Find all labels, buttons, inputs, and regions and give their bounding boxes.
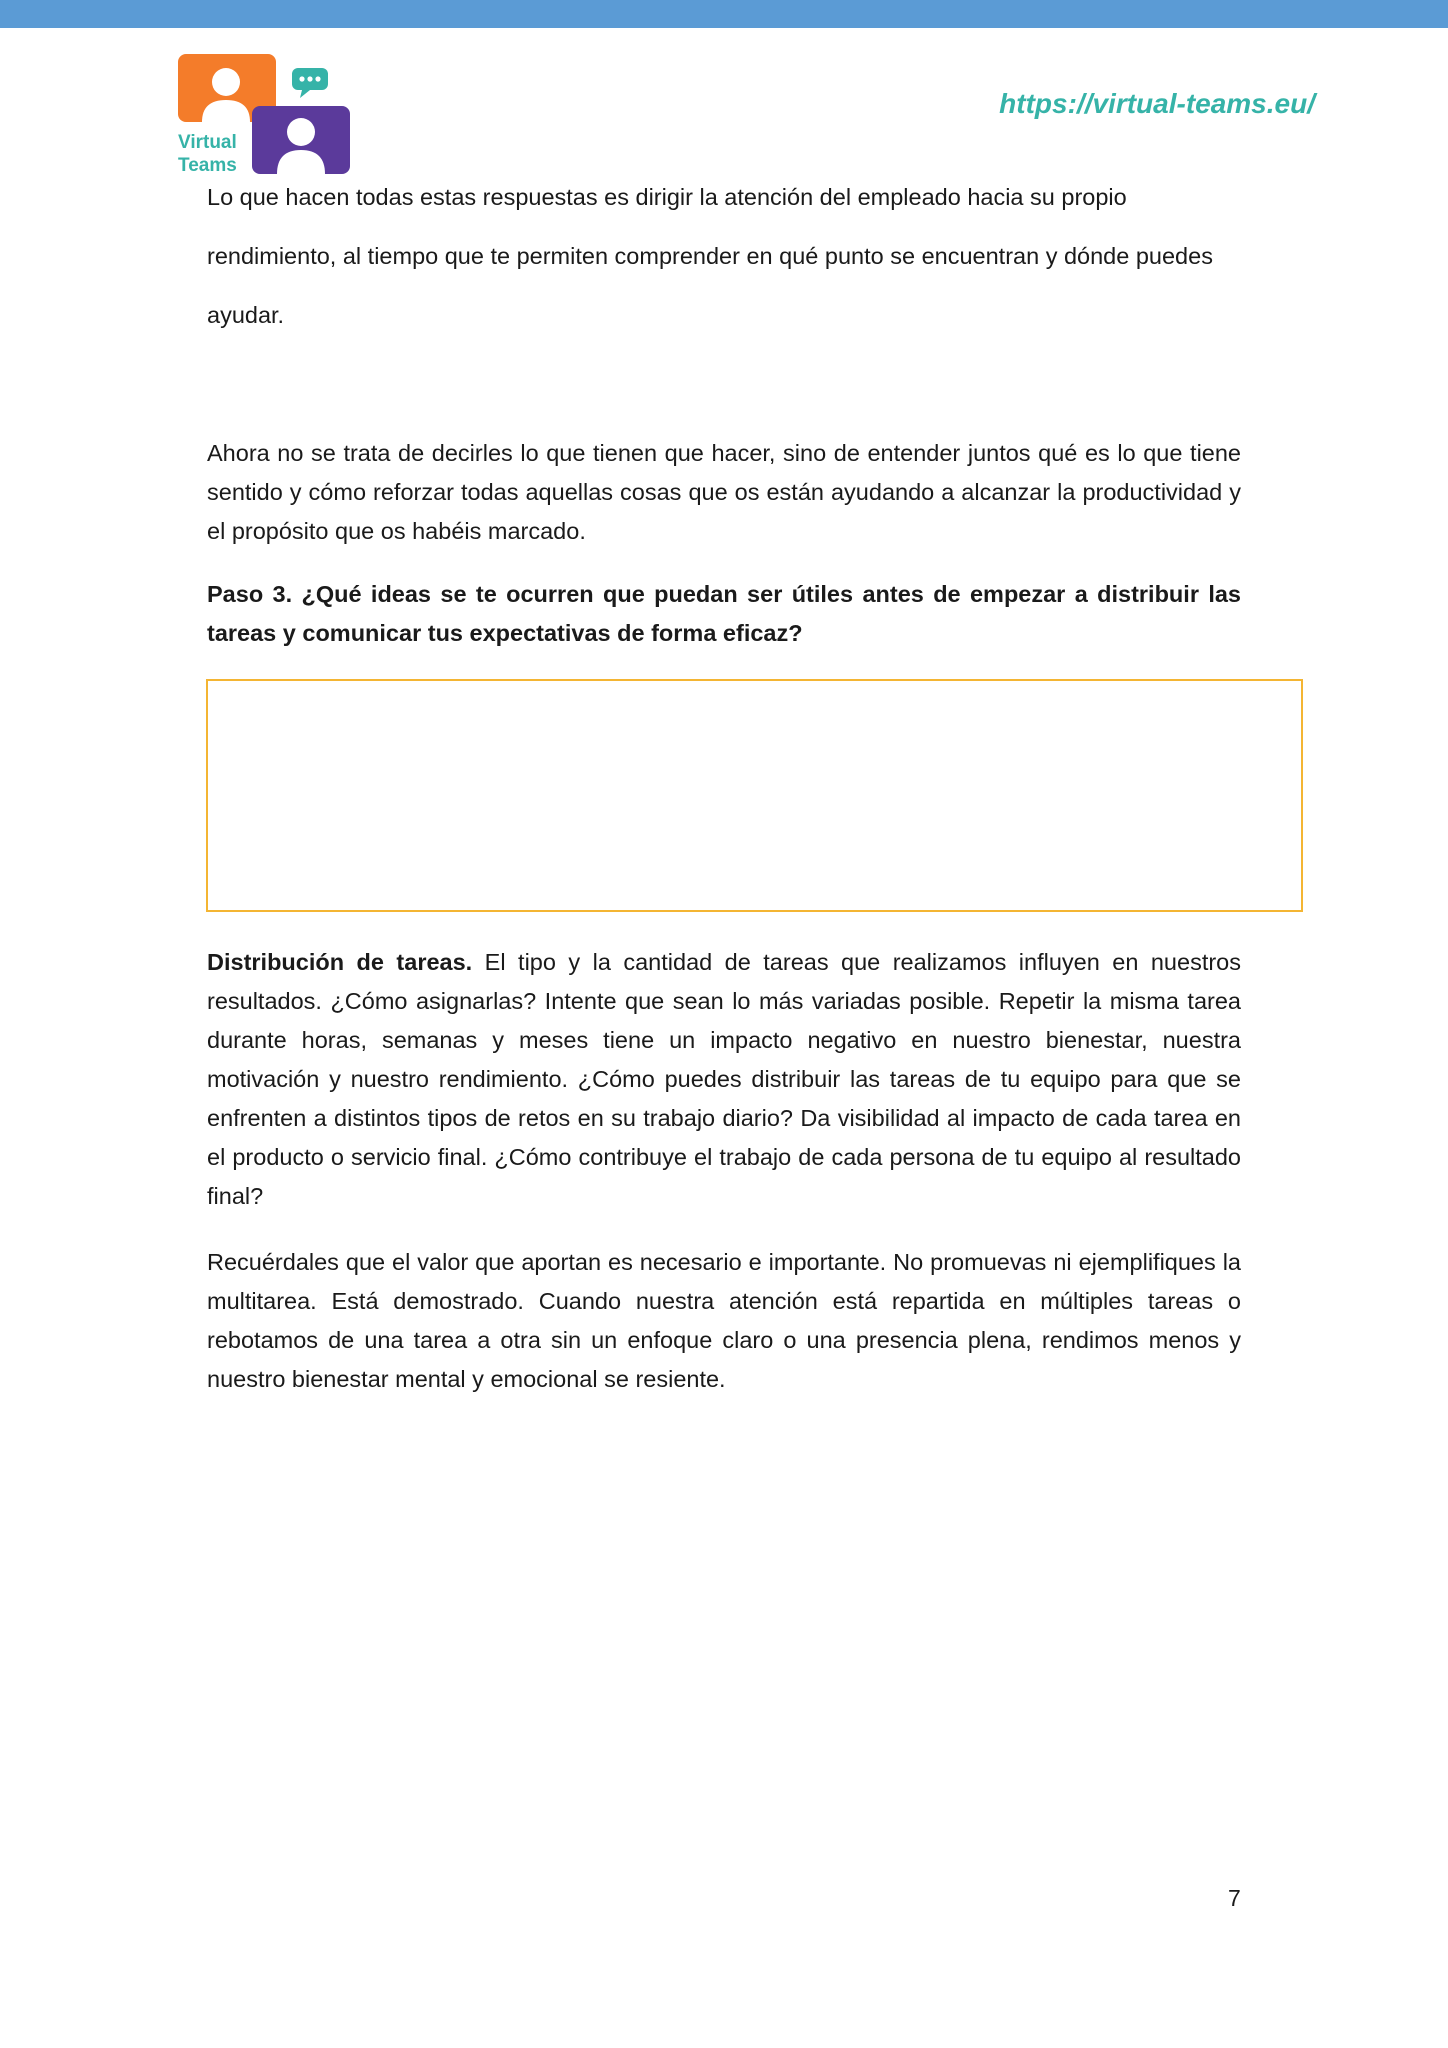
distribucion-paragraph (207, 943, 1241, 1216)
logo-text-virtual: Virtual (178, 132, 237, 153)
intro-paragraph: Lo que hacen todas estas respuestas es dirigir la atención del empleado hacia su propio rendimiento, al tiempo que te permiten comprender en qué punto se encuentran y dónde puedes ayudar. (207, 184, 1213, 328)
page-number: 7 (1228, 1885, 1241, 1911)
virtual-teams-logo (176, 54, 352, 174)
paso-3-question: Paso 3. ¿Qué ideas se te ocurren que puedan ser útiles antes de empezar a distribuir las tareas y comunicar tus expectativas de forma eficaz? (207, 581, 1241, 646)
recuerdales-paragraph: Recuérdales que el valor que aportan es necesario e importante. No promuevas ni ejemplifiques la multitarea. Está demostrado. Cuando nuestra atención está repartida en múltiples tareas o rebotamos de una tarea a otra sin un enfoque claro o una presencia plena, rendimos menos y nuestro bienestar mental y emocional se resiente. (207, 1249, 1241, 1392)
top-accent-bar (0, 0, 1448, 28)
answer-box[interactable] (206, 679, 1303, 912)
ahora-paragraph: Ahora no se trata de decirles lo que tienen que hacer, sino de entender juntos qué es lo que tiene sentido y cómo reforzar todas aquellas cosas que os están ayudando a alcanzar la productividad y el propósito que os habéis marcado. (207, 440, 1241, 544)
site-url-link[interactable]: https://virtual-teams.eu/ (999, 88, 1315, 119)
distribucion-text: El tipo y la cantidad de tareas que realizamos influyen en nuestros resultados. ¿Cómo asignarlas? Intente que sean lo más variadas posible. Repetir la misma tarea durante horas, semanas y meses tiene un impacto negativo en nuestro bienestar, nuestra motivación y nuestro rendimiento. ¿Cómo puedes distribuir las tareas de tu equipo para que se enfrenten a distintos tipos de retos en su trabajo diario? Da visibilidad al impacto de cada tarea en el producto o servicio final. ¿Cómo contribuye el trabajo de cada persona de tu equipo al resultado final? (207, 949, 1241, 1209)
logo-text-teams: Teams (178, 155, 237, 174)
distribucion-heading: Distribución de tareas. (207, 949, 473, 975)
